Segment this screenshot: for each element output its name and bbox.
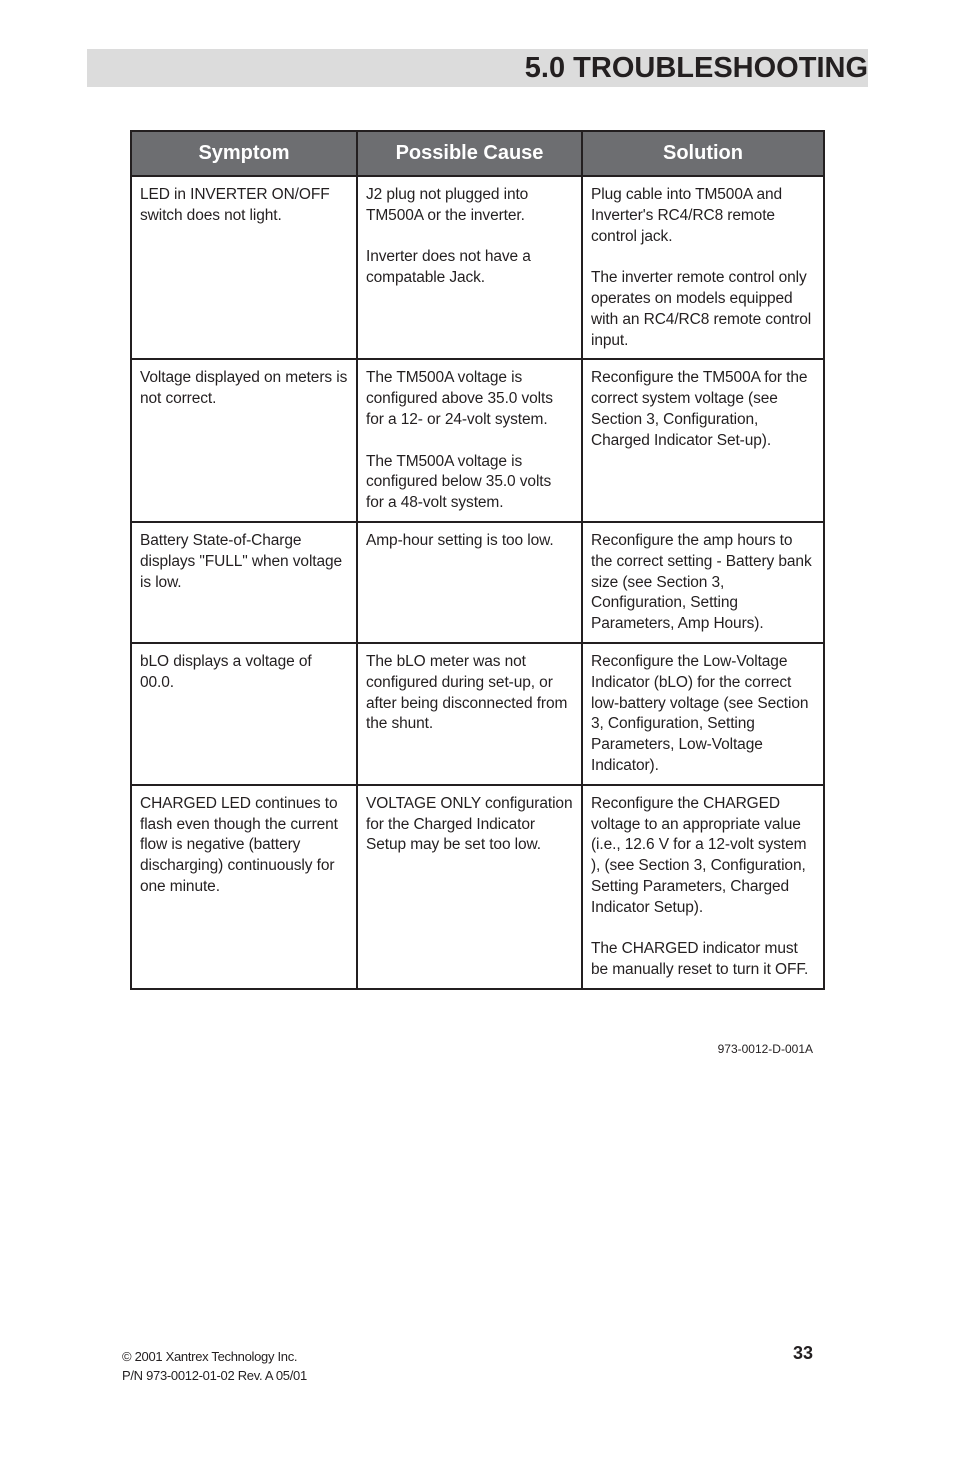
solution-cell bbox=[582, 785, 824, 989]
footer-info bbox=[122, 1347, 307, 1385]
solution-text: Reconfigure the TM500A for the correct system voltage (see Section 3, Configuration, Charged Indicator Set-up). bbox=[591, 369, 808, 449]
part-number-text: P/N 973-0012-01-02 Rev. A 05/01 bbox=[122, 1368, 307, 1383]
solution-cell bbox=[582, 176, 824, 359]
cause-text: Inverter does not have a compatable Jack. bbox=[366, 248, 531, 287]
cause-cell bbox=[357, 359, 582, 522]
cause-text: J2 plug not plugged into TM500A or the inverter. bbox=[366, 186, 529, 224]
solution-text: Reconfigure the amp hours to the correct setting - Battery bank size (see Section 3, Configuration, Setting Parameters, Amp Hours). bbox=[591, 531, 812, 633]
cause-cell bbox=[357, 176, 582, 359]
symptom-cell bbox=[131, 522, 357, 643]
symptom-text: bLO displays a voltage of 00.0. bbox=[140, 652, 312, 691]
section-title: 5.0 TROUBLESHOOTING bbox=[524, 52, 868, 84]
symptom-text: Battery State-of-Charge displays "FULL" when voltage is low. bbox=[140, 531, 343, 591]
table-header-row bbox=[131, 131, 824, 176]
symptom-text: Voltage displayed on meters is not correct. bbox=[140, 369, 348, 408]
solution-text: Plug cable into TM500A and Inverter's RC4/RC8 remote control jack. bbox=[591, 186, 782, 245]
page-number: 33 bbox=[792, 1343, 813, 1363]
symptom-cell bbox=[131, 643, 357, 785]
cause-cell bbox=[357, 522, 582, 643]
table-row bbox=[131, 522, 824, 643]
symptom-cell bbox=[131, 176, 357, 359]
figure-id: 973-0012-D-001A bbox=[717, 1042, 813, 1056]
copyright-text: © 2001 Xantrex Technology Inc. bbox=[122, 1349, 298, 1364]
table-row bbox=[131, 785, 824, 989]
column-header-symptom: Symptom bbox=[131, 131, 357, 176]
section-title-bar bbox=[87, 49, 868, 87]
column-header-possible-cause: Possible Cause bbox=[357, 131, 582, 176]
table-row bbox=[131, 176, 824, 359]
table-row bbox=[131, 359, 824, 522]
symptom-cell bbox=[131, 359, 357, 522]
cause-text: Amp-hour setting is too low. bbox=[366, 531, 554, 549]
troubleshooting-table bbox=[130, 130, 825, 990]
solution-text: Reconfigure the CHARGED voltage to an appropriate value (i.e., 12.6 V for a 12-volt system ), (see Section 3, Configuration, Setting Parameters, Charged Indicator Setup). bbox=[591, 794, 807, 916]
solution-text: The CHARGED indicator must be manually reset to turn it OFF. bbox=[591, 940, 809, 979]
cause-cell bbox=[357, 643, 582, 785]
solution-cell bbox=[582, 359, 824, 522]
symptom-cell bbox=[131, 785, 357, 989]
cause-cell bbox=[357, 785, 582, 989]
cause-text: The TM500A voltage is configured below 35.0 volts for a 48-volt system. bbox=[366, 452, 552, 512]
solution-text: The inverter remote control only operates on models equipped with an RC4/RC8 remote control input. bbox=[591, 269, 812, 349]
cause-text: VOLTAGE ONLY configuration for the Charged Indicator Setup may be set too low. bbox=[366, 794, 573, 854]
cause-text: The bLO meter was not configured during set-up, or after being disconnected from the shunt. bbox=[366, 652, 568, 733]
solution-cell bbox=[582, 643, 824, 785]
solution-text: Reconfigure the Low-Voltage Indicator (bLO) for the correct low-battery voltage (see Section 3, Configuration, Setting Parameters, Low-Voltage Indicator). bbox=[591, 652, 809, 774]
symptom-text: CHARGED LED continues to flash even though the current flow is negative (battery discharging) continuously for one minute. bbox=[140, 794, 338, 895]
symptom-text: LED in INVERTER ON/OFF switch does not light. bbox=[140, 186, 330, 224]
solution-cell bbox=[582, 522, 824, 643]
table-row bbox=[131, 643, 824, 785]
column-header-solution: Solution bbox=[582, 131, 824, 176]
cause-text: The TM500A voltage is configured above 35.0 volts for a 12- or 24-volt system. bbox=[366, 369, 553, 428]
